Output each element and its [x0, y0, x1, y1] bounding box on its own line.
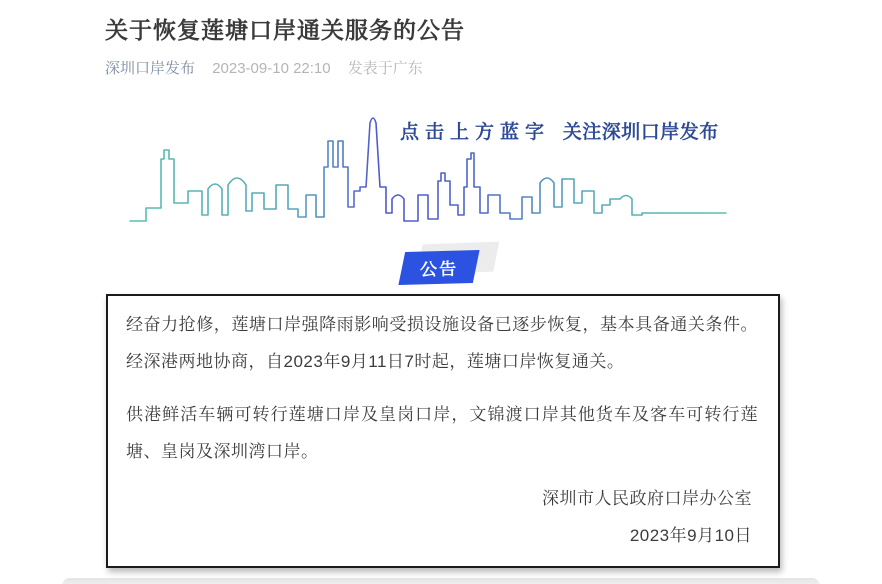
notice-signature: 深圳市人民政府口岸办公室: [542, 489, 752, 508]
notice-badge: [398, 250, 479, 285]
account-name-link[interactable]: 深圳口岸发布: [105, 60, 196, 77]
notice-paragraph-1: 经奋力抢修，莲塘口岸强降雨影响受损设施设备已逐步恢复，基本具备通关条件。经深港两地协商，自2023年9月11日7时起，莲塘口岸恢复通关。: [126, 315, 758, 371]
publish-region: 发表于广东: [347, 60, 423, 77]
page-title: 关于恢复莲塘口岸通关服务的公告: [105, 17, 465, 43]
notice-paragraph-2: 供港鲜活车辆可转行莲塘口岸及皇岗口岸，文锦渡口岸其他货车及客车可转行莲塘、皇岗及深圳湾口岸。: [126, 405, 758, 461]
slogan-click-text: 点击上方蓝字: [400, 122, 551, 143]
banner-slogan: [400, 117, 719, 144]
notice-date: 2023年9月10日: [629, 526, 752, 545]
city-skyline-icon: [128, 95, 732, 227]
next-card-peek: [62, 578, 820, 584]
byline: [105, 57, 423, 78]
banner-image: [128, 95, 732, 227]
slogan-follow-text: 关注深圳口岸发布: [562, 122, 719, 143]
notice-box: [106, 294, 780, 568]
publish-time: 2023-09-10 22:10: [212, 60, 331, 77]
notice-badge-label: 公告: [419, 259, 459, 280]
